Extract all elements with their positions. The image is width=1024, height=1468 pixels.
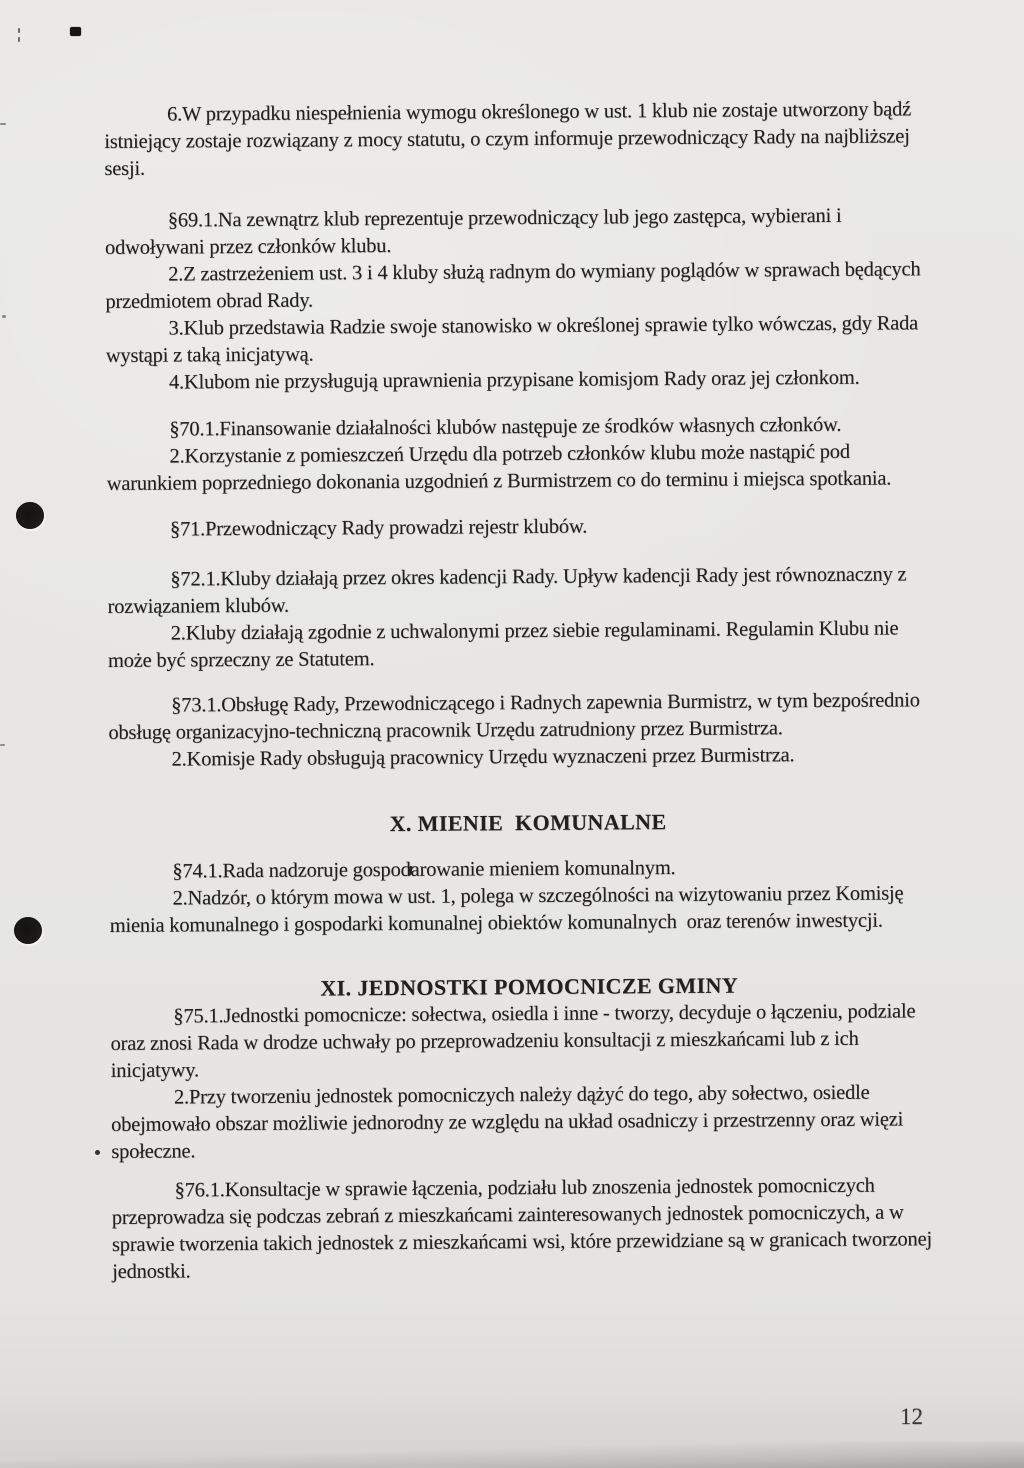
paragraph-73-1: §73.1.Obsługę Rady, Przewodniczącego i Radnych zapewnia Burmistrz, w tym bezpośrednio obsługę organizacyjno-techniczną pracownik Urzędu zatrudniony przez Burmistrza. bbox=[108, 689, 925, 744]
scan-tick-mark-icon bbox=[18, 28, 20, 33]
paragraph-72-1: §72.1.Kluby działają przez okres kadencji Rady. Upływ kadencji Rady jest równoznaczny z rozwiązaniem klubów. bbox=[107, 563, 912, 618]
paragraph-71: §71.Przewodniczący Rady prowadzi rejestr klubów. bbox=[169, 515, 588, 541]
paragraph-70-1: §70.1.Finansowanie działalności klubów następuje ze środków własnych członków. bbox=[169, 413, 842, 441]
paragraph-72-2: 2.Kluby działają zgodnie z uchwalonymi przez siebie regulaminami. Regulamin Klubu nie może być sprzeczny ze Statutem. bbox=[107, 617, 904, 672]
page-number: 12 bbox=[900, 1404, 923, 1429]
paragraph-69-4: 4.Klubom nie przysługują uprawnienia przypisane komisjom Rady oraz jej członkom. bbox=[168, 366, 860, 394]
paragraph-74-1: §74.1.Rada nadzoruje gospodarowanie mieniem komunalnym. bbox=[172, 857, 676, 883]
paragraph-69-2: 2.Z zastrzeżeniem ust. 3 i 4 kluby służą radnym do wymiany poglądów w sprawach będących przedmiotem obrad Rady. bbox=[105, 258, 926, 313]
scan-edge-mark-icon bbox=[0, 744, 5, 746]
paragraph-75-2: 2.Przy tworzeniu jednostek pomocniczych należy dążyć do tego, aby sołectwo, osiedle obejmowało obszar możliwie jednorodny ze względu na układ osadniczy i przestrzenny oraz więzi społeczne. bbox=[111, 1081, 909, 1163]
paragraph-75-1: §75.1.Jednostki pomocnicze: sołectwa, osiedla i inne - tworzy, decyduje o łączeniu, podziale oraz znosi Rada w drodze uchwały po przeprowadzeniu konsultacji z mieszkańcami lub z ich inicjatywy. bbox=[110, 1000, 921, 1082]
section-heading-mienie-komunalne: X. MIENIE KOMUNALNE bbox=[389, 809, 667, 837]
paragraph-70-2: 2.Korzystanie z pomieszczeń Urzędu dla potrzeb członków klubu może nastąpić pod warunkiem poprzedniego dokonania uzgodnień z Burmistrzem co do terminu i miejsca spotkania. bbox=[106, 440, 892, 495]
paragraph-ust-6: 6.W przypadku niespełnienia wymogu określonego w ust. 1 klub nie zostaje utworzony bądź istniejący zostaje rozwiązany z mocy statutu, o czym informuje przewodniczący Rady na najbliższej sesji. bbox=[104, 98, 917, 180]
paragraph-69-1: §69.1.Na zewnątrz klub reprezentuje przewodniczący lub jego zastępca, wybierani i odwoływani przez członków klubu. bbox=[104, 204, 847, 259]
paragraph-76-1: §76.1.Konsultacje w sprawie łączenia, podziału lub znoszenia jednostek pomocniczych przeprowadza się podczas zebrań z mieszkańcami zainteresowanych jednostek pomocniczych, a w sprawie tworzenia takich jednostek z mieszkańcami wsi, które przewidziane są w granicach tworzonej jednostki. bbox=[111, 1174, 937, 1283]
hole-punch-mark-icon bbox=[14, 917, 42, 944]
scan-edge-mark-icon bbox=[2, 315, 6, 318]
scan-edge-mark-icon bbox=[0, 123, 6, 125]
hole-punch-mark-icon bbox=[16, 502, 44, 529]
document-content bbox=[104, 96, 950, 1286]
paragraph-69-3: 3.Klub przedstawia Radzie swoje stanowisko w określonej sprawie tylko wówczas, gdy Rada wystąpi z taką inicjatywą. bbox=[105, 312, 924, 367]
paragraph-74-2: 2.Nadzór, o którym mowa w ust. 1, polega w szczególności na wizytowaniu przez Komisję mienia komunalnego i gospodarki komunalnej obiektów komunalnych oraz terenów inwestycji. bbox=[109, 882, 909, 937]
section-heading-jednostki-pomocnicze: XI. JEDNOSTKI POMOCNICZE GMINY bbox=[320, 972, 739, 1001]
paragraph-73-2: 2.Komisje Rady obsługują pracownicy Urzędu wyznaczeni przez Burmistrza. bbox=[171, 744, 795, 771]
scan-speck-icon bbox=[70, 27, 81, 36]
stray-ink-dot-icon bbox=[95, 1150, 100, 1155]
